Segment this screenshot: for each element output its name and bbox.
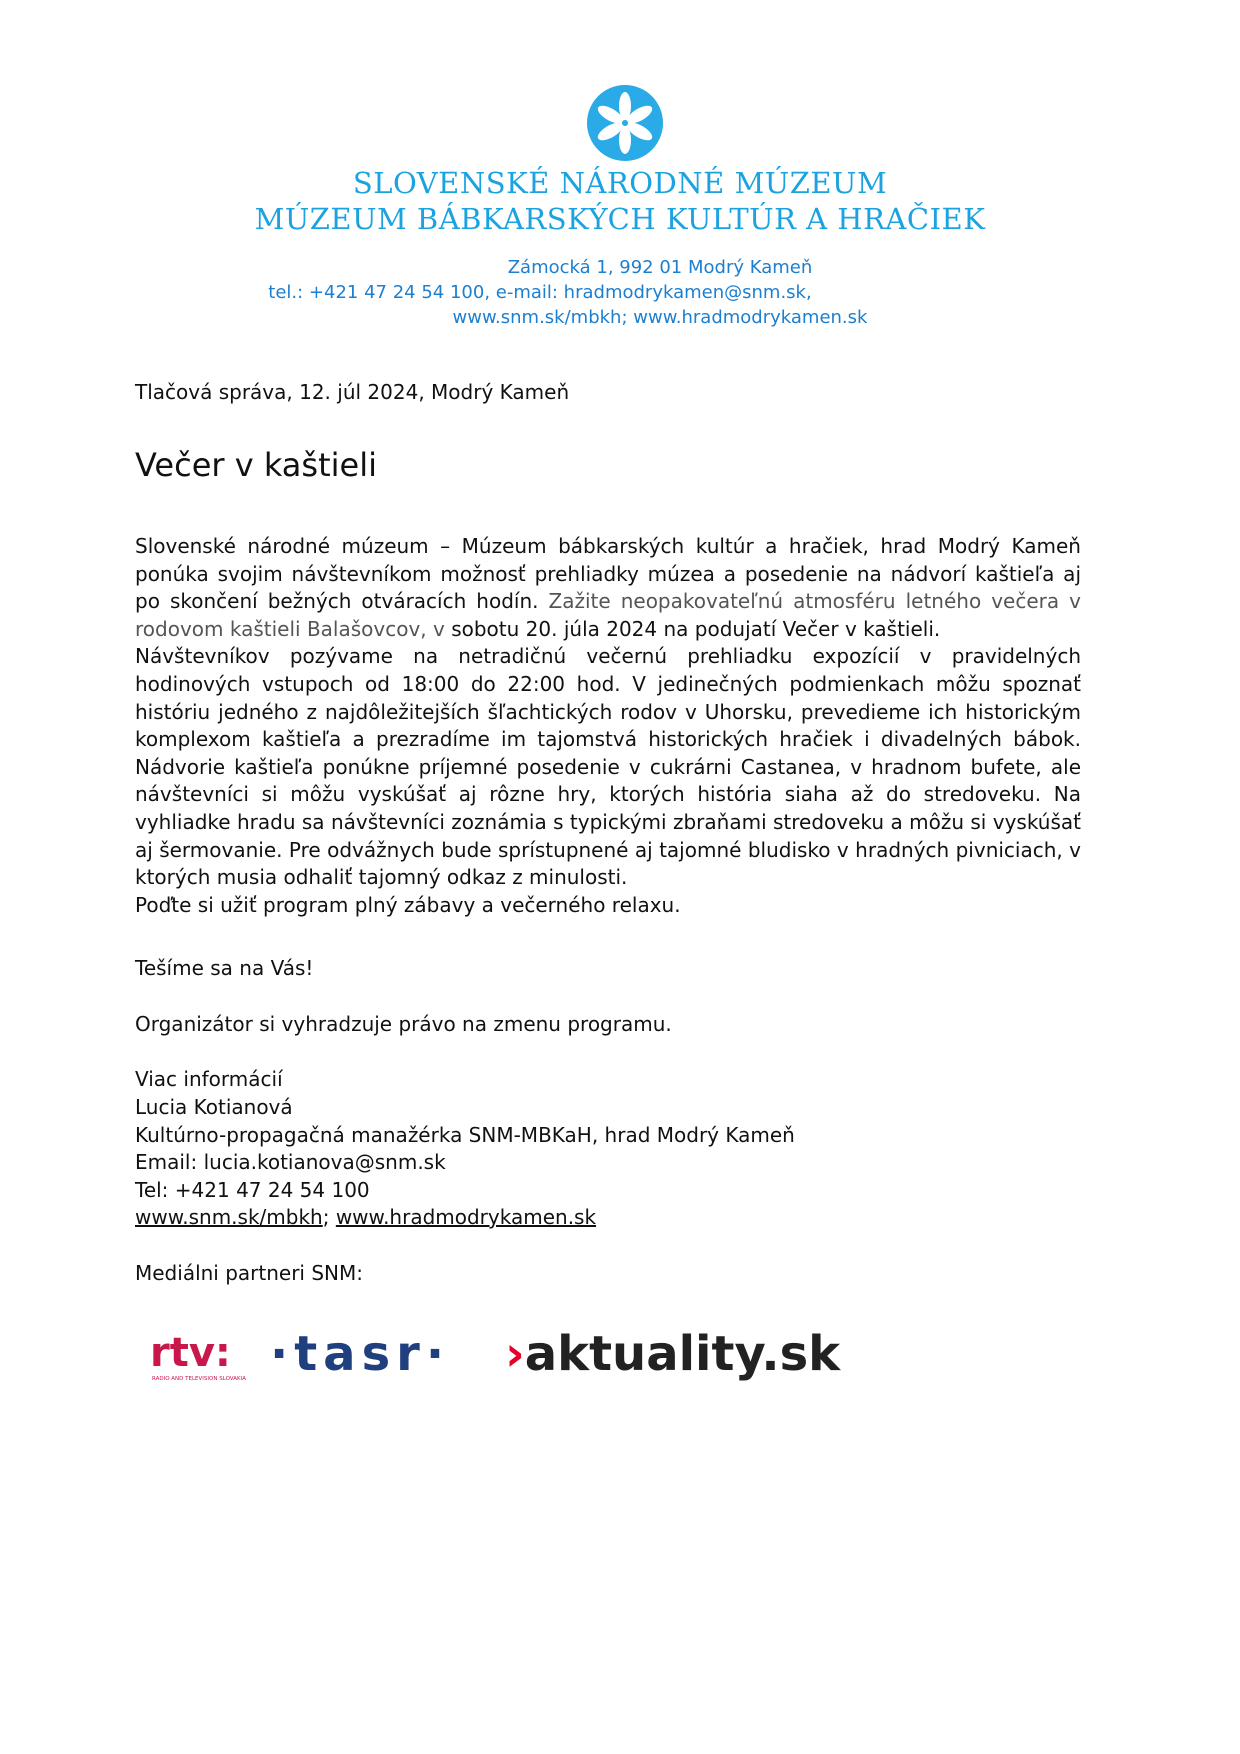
aktuality-chevron-icon: ›	[505, 1326, 525, 1382]
link-separator: ;	[322, 1205, 336, 1229]
web-line: www.snm.sk/mbkh; www.hradmodrykamen.sk	[452, 307, 868, 328]
snm-mbkh-link[interactable]: www.snm.sk/mbkh	[135, 1205, 323, 1229]
contact-links	[135, 1204, 596, 1232]
organization-name: SLOVENSKÉ NÁRODNÉ MÚZEUM	[352, 166, 888, 200]
address-line: Zámocká 1, 992 01 Modrý Kameň	[507, 257, 813, 278]
dateline: Tlačová správa, 12. júl 2024, Modrý Kameň	[135, 380, 570, 404]
paragraph-program: Návštevníkov pozývame na netradičnú večernú prehliadku expozícií v pravidelných hodinových vstupoch od 18:00 do 22:00 hod. V jedinečných podmienkach môžu spoznať históriu jedného z najdôležitejších šľachtických rodov v Uhorsku, prevedieme ich historickým komplexom kaštieľa a prezradíme im tajomstvá historických hračiek i divadelných bábok. Nádvorie kaštieľa ponúkne príjemné posedenie v cukrárni Castanea, v hradnom bufete, ale návštevníci si môžu vyskúšať aj rôzne hry, ktorých história siaha až do stredoveku. Na vyhliadke hradu sa návštevníci zoznámia s typickými zbraňami stredoveku a môžu si vyskúšať aj šermovanie. Pre odvážnych bude sprístupnené aj tajomné bludisko v hradných pivniciach, v ktorých musia odhaliť tajomný odkaz z minulosti.	[135, 644, 1081, 890]
intro-text: Slovenské národné múzeum – Múzeum bábkarských kultúr a hračiek, hrad Modrý Kameň ponúka svojim návštevníkom možnosť prehliadky múzea a posedenie na nádvorí kaštieľa aj po skončení bežných otváracích hodín.	[135, 534, 1081, 614]
contact-role: Kultúrno-propagačná manažérka SNM-MBKaH, hrad Modrý Kameň	[135, 1123, 795, 1147]
hradmodrykamen-link[interactable]: www.hradmodrykamen.sk	[335, 1205, 597, 1229]
intro-highlight-text: Zažite neopakovateľnú atmosféru letného večera v rodovom kaštieli Balašovcov, v	[135, 589, 1081, 641]
rtv-logo-subtext: RADIO AND TELEVISION SLOVAKIA	[152, 1376, 246, 1382]
contact-name: Lucia Kotianová	[135, 1095, 293, 1119]
contact-phone: Tel: +421 47 24 54 100	[135, 1178, 370, 1202]
partners-heading: Mediálni partneri SNM:	[135, 1261, 363, 1285]
body-text	[135, 533, 1081, 919]
intro-date-text: sobotu 20. júla 2024 na podujatí Večer v kaštieli.	[451, 616, 941, 641]
disclaimer-text: Organizátor si vyhradzuje právo na zmenu programu.	[135, 1012, 672, 1036]
aktuality-logo	[505, 1326, 840, 1382]
museum-name: MÚZEUM BÁBKARSKÝCH KULTÚR A HRAČIEK	[254, 202, 986, 236]
paragraph-invite: Poďte si užiť program plný zábavy a večerného relaxu.	[135, 892, 681, 917]
tasr-logo: ·tasr·	[270, 1326, 451, 1382]
paragraph-intro	[135, 533, 1081, 643]
rtv-logo-text: rtv:	[150, 1330, 231, 1376]
contact-email: Email: lucia.kotianova@snm.sk	[135, 1150, 446, 1174]
contact-line: tel.: +421 47 24 54 100, e-mail: hradmodrykamen@snm.sk,	[268, 282, 812, 303]
snowflake-flower-logo-icon	[586, 84, 664, 162]
closing-text: Tešíme sa na Vás!	[135, 956, 314, 980]
rtv-logo	[150, 1328, 250, 1392]
contact-heading: Viac informácií	[135, 1067, 283, 1091]
page-title: Večer v kaštieli	[135, 446, 377, 484]
aktuality-logo-text: aktuality.sk	[524, 1326, 841, 1382]
